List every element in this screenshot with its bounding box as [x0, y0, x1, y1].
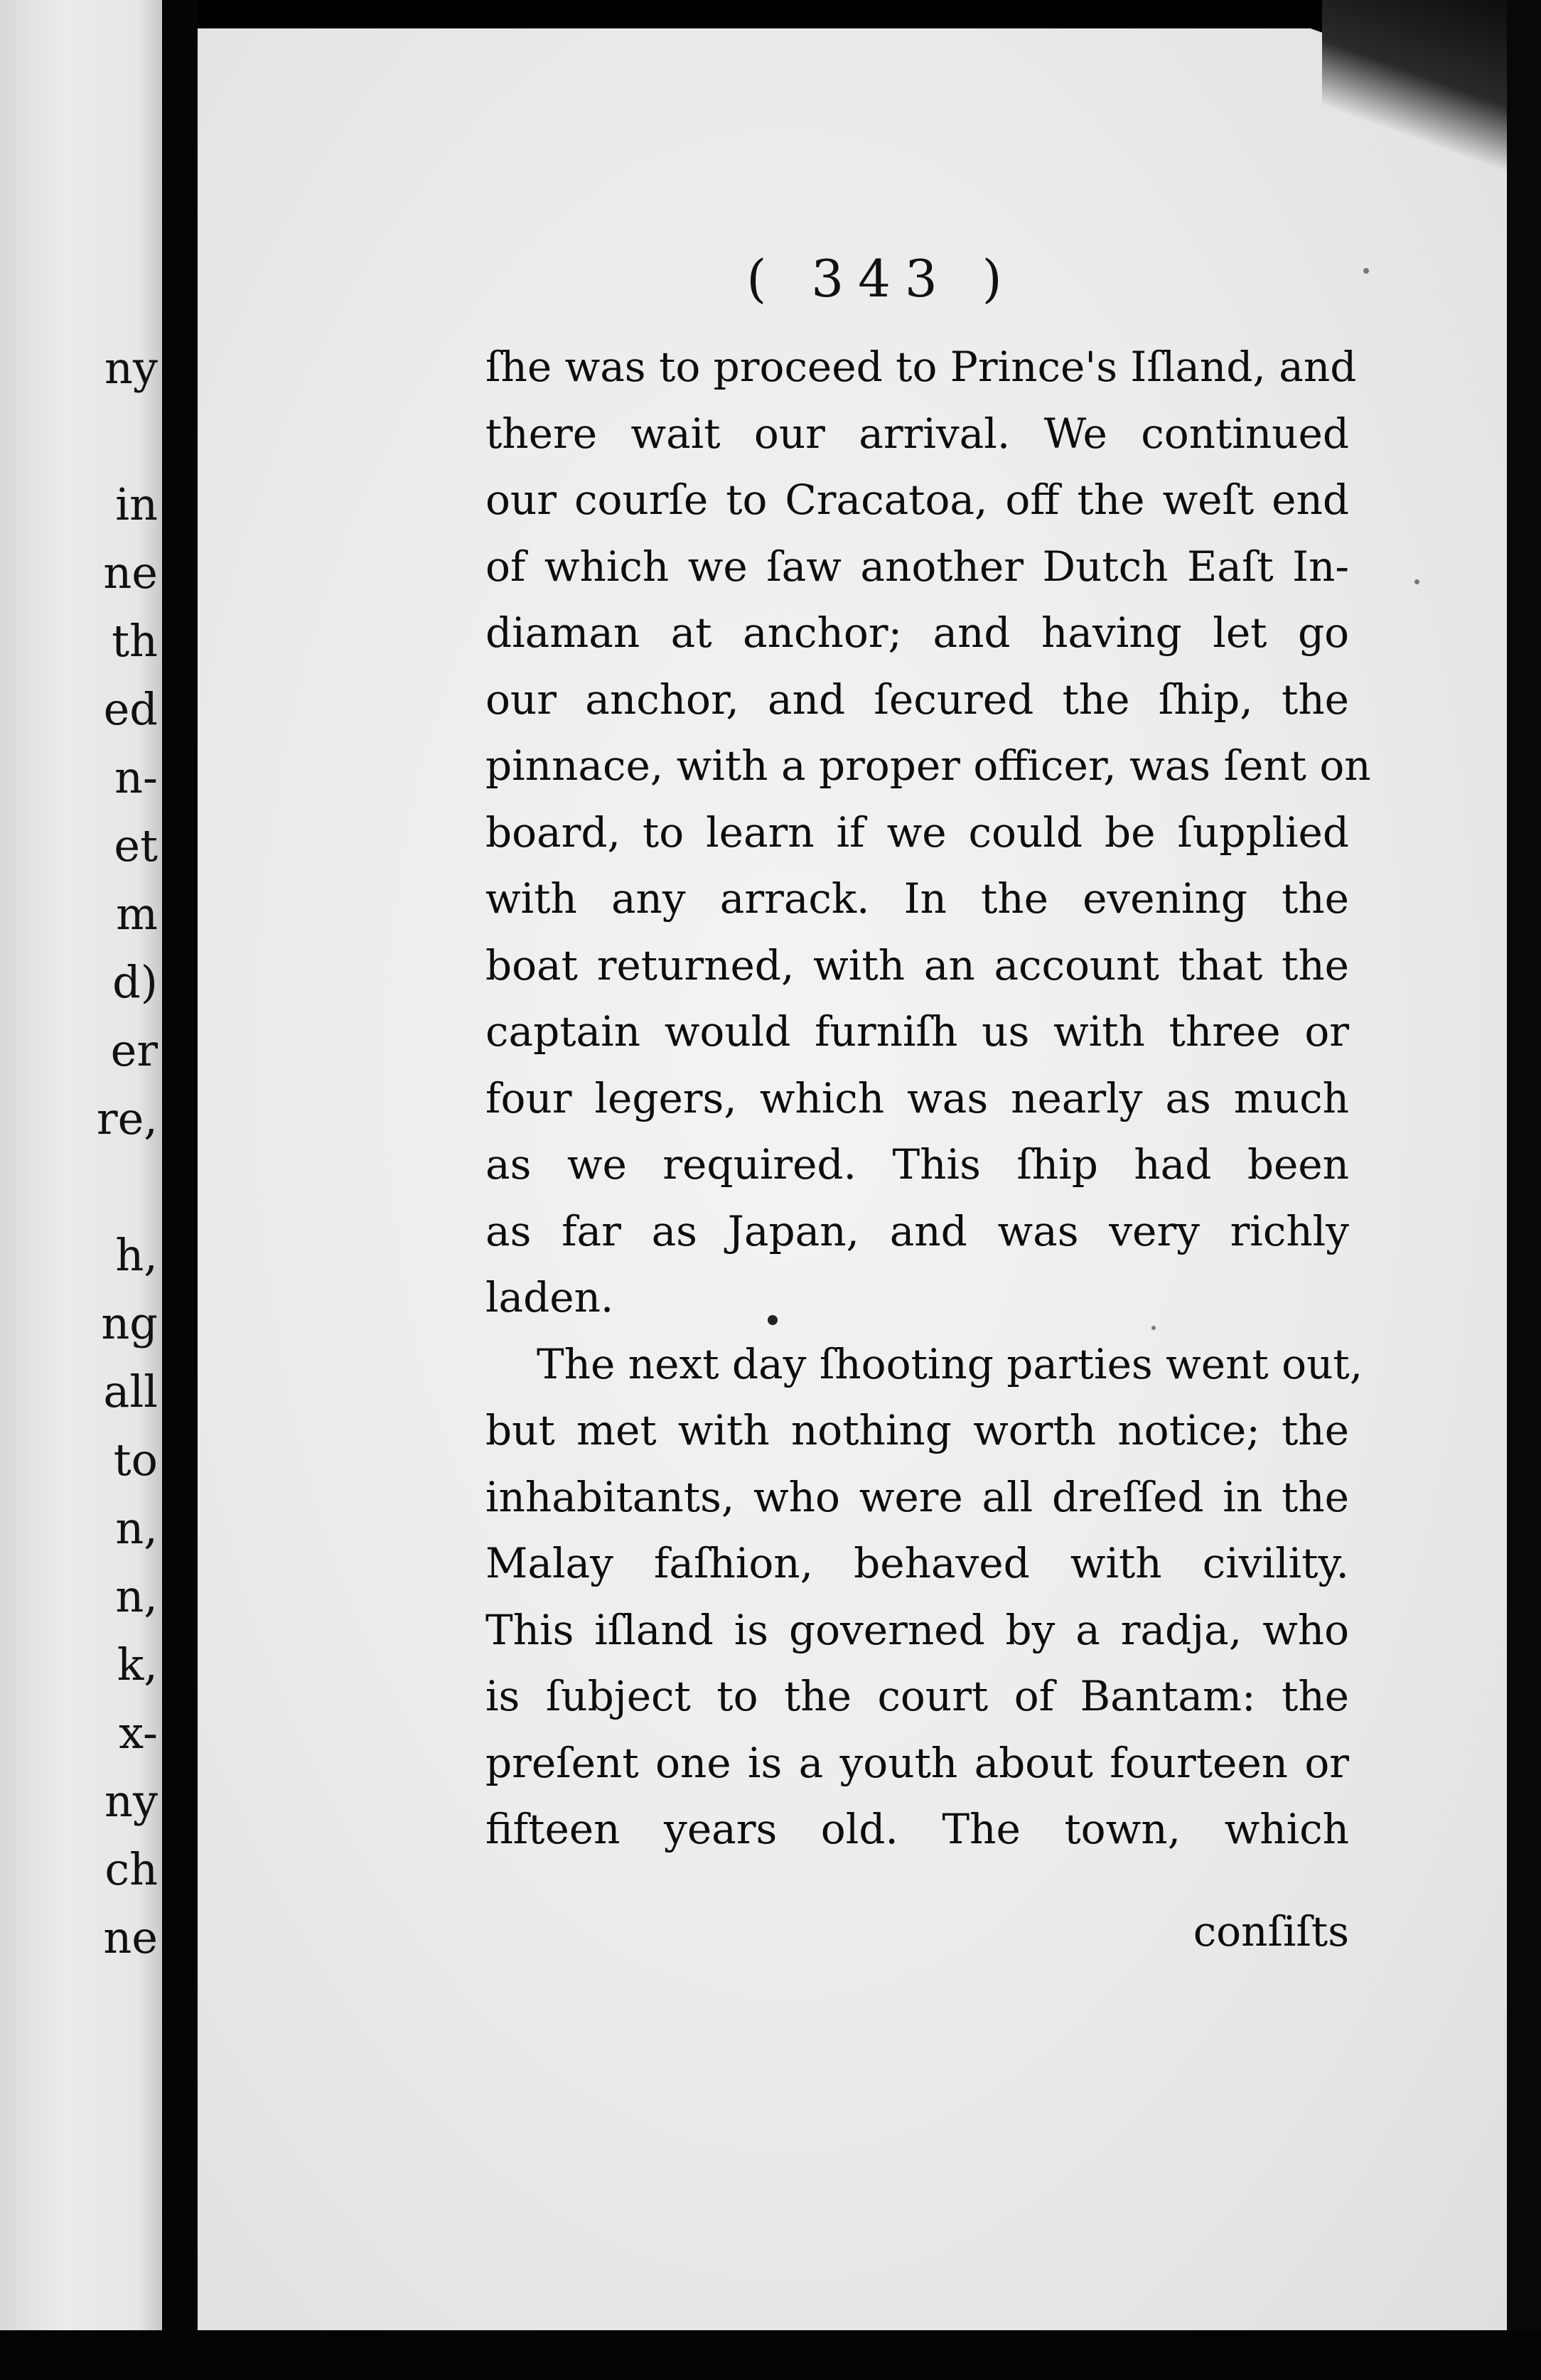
- left-fragment: ne: [103, 1912, 158, 1963]
- left-fragment: ny: [104, 342, 158, 394]
- text-line: four legers, which was nearly as much: [485, 1073, 1349, 1122]
- left-fragment: x-: [119, 1707, 158, 1759]
- text-line: board, to learn if we could be ſupplied: [485, 808, 1349, 857]
- left-fragment: n,: [115, 1570, 158, 1622]
- left-page-text-fragments: [0, 334, 161, 1972]
- left-fragment: et: [114, 820, 158, 872]
- right-page-edge: [1507, 0, 1541, 2380]
- text-line: inhabitants, who were all dreſſed in the: [485, 1472, 1349, 1521]
- left-fragment: er: [110, 1024, 158, 1076]
- text-line: pinnace, with a proper officer, was ſent on: [485, 741, 1371, 790]
- left-fragment: to: [113, 1434, 158, 1486]
- left-fragment: n-: [114, 751, 158, 803]
- text-line: there wait our arrival. We continued: [485, 409, 1349, 458]
- text-line: is ſubject to the court of Bantam: the: [485, 1672, 1349, 1720]
- bottom-page-edge: [0, 2330, 1541, 2380]
- left-facing-page: [0, 0, 162, 2380]
- text-line: with any arrack. In the evening the: [485, 874, 1349, 923]
- left-fragment: th: [112, 615, 158, 667]
- text-line: diaman at anchor; and having let go: [485, 609, 1349, 657]
- left-fragment: ch: [104, 1843, 158, 1895]
- text-line: of which we ſaw another Dutch Eaſt In-: [485, 542, 1349, 591]
- text-line: as we required. This ſhip had been: [485, 1140, 1349, 1189]
- left-fragment: ed: [103, 683, 158, 735]
- text-line: The next day ſhooting parties went out,: [537, 1339, 1363, 1388]
- body-text: [485, 334, 1371, 1863]
- text-line: Malay faſhion, behaved with civility.: [485, 1539, 1349, 1587]
- page-number: ( 343 ): [746, 249, 1016, 309]
- text-line: fifteen years old. The town, which: [485, 1805, 1349, 1853]
- text-line: but met with nothing worth notice; the: [485, 1406, 1349, 1454]
- text-line: as far as Japan, and was very richly: [485, 1206, 1349, 1255]
- left-fragment: all: [103, 1366, 158, 1417]
- left-fragment: [0, 402, 161, 471]
- text-line: ſhe was to proceed to Prince's Iſland, and: [485, 343, 1357, 391]
- left-fragment: ng: [101, 1297, 158, 1349]
- text-line: laden.: [485, 1273, 614, 1322]
- ink-speck: [1363, 268, 1369, 274]
- text-line: preſent one is a youth about fourteen or: [485, 1738, 1349, 1787]
- left-fragment: m: [116, 888, 158, 940]
- text-line: our courſe to Cracatoa, off the weſt end: [485, 476, 1349, 524]
- text-line: our anchor, and ſecured the ſhip, the: [485, 675, 1349, 724]
- left-fragment: h,: [115, 1229, 158, 1281]
- book-gutter: [162, 0, 199, 2380]
- left-fragment: ne: [103, 547, 158, 599]
- text-line: This iſland is governed by a radja, who: [485, 1605, 1349, 1654]
- left-fragment: ny: [104, 1775, 158, 1827]
- left-fragment: d): [112, 956, 158, 1008]
- left-fragment: k,: [117, 1639, 158, 1690]
- left-fragment: in: [115, 478, 158, 530]
- ink-speck: [1414, 579, 1419, 584]
- text-line: boat returned, with an account that the: [485, 940, 1349, 990]
- left-fragment: [0, 1153, 161, 1221]
- left-fragment: re,: [96, 1093, 158, 1145]
- text-line: captain would furniſh us with three or: [485, 1007, 1349, 1056]
- catchword: conſiſts: [1193, 1907, 1349, 1956]
- left-fragment: n,: [115, 1502, 158, 1554]
